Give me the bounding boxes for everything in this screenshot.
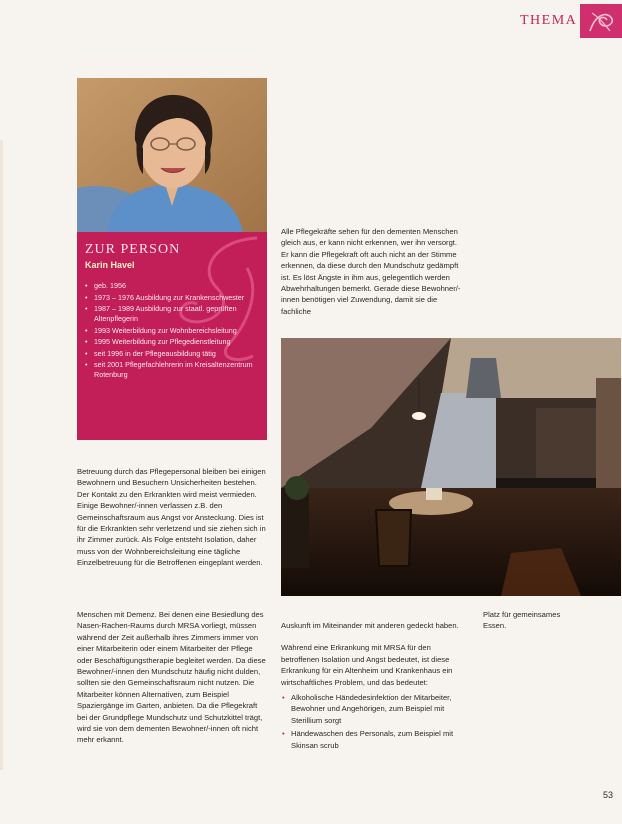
body-paragraph: Auskunft im Miteinander mit anderen gedeckt haben.	[281, 621, 459, 630]
body-paragraph: Menschen mit Demenz. Bei denen eine Besiedlung des Nasen-Rachen-Raums durch MRSA vorliegt, müssen während der Zeit außerhalb ihres Zimmers immer von einer Mitarbeiterin oder einem Mitarbeiter der Pflege oder Beschäftigungstherapie begleitet werden. Da diese Bewohner/-innen den Mundschutz häufig nicht dulden, sollten sie den Gemeinschaftsraum nicht nutzen. Die Mitarbeiter können Alternativen, zum Beispiel Spaziergänge im Garten, anbieten. Da die Pflegekraft bei der Grundpflege Mundschutz und Schutzkittel trägt, wird sie von dem dementen Bewohner/-innen oft nicht mehr erkannt.	[77, 610, 266, 745]
profile-item: • 1987 – 1989 Ausbildung zur staatl. geprüften Altenpflegerin	[85, 304, 263, 324]
text-column-left-bottom	[77, 609, 267, 746]
text-column-left-middle	[77, 466, 267, 569]
profile-box	[77, 78, 267, 440]
body-paragraph: Während eine Erkrankung mit MRSA für den betroffenen Isolation und Angst bedeutet, ist diese Erkrankung für ein Altenheim und Krankenhaus ein wirtschaftliches Problem, und das bedeutet:	[281, 643, 453, 687]
text-column-middle-bottom	[281, 620, 463, 753]
page-edge-marker	[0, 140, 3, 770]
profile-item: • seit 1996 in der Pflegeausbildung tätig	[85, 349, 263, 359]
portrait-photo	[77, 78, 267, 232]
profile-list	[85, 281, 263, 382]
profile-item: • 1993 Weiterbildung zur Wohnbereichsleitung	[85, 326, 263, 336]
bullet-item: • Alkoholische Händedesinfektion der Mitarbeiter, Bewohner und Angehörigen, zum Beispiel mit Sterillium sorgt	[281, 692, 463, 726]
body-paragraph: Betreuung durch das Pflegepersonal bleiben bei einigen Bewohnern und Besuchern Unsicherheiten bestehen. Der Kontakt zu den Erkrankten wird meist vermieden. Einige Bewohner/-innen verlassen z.B. den Gemeinschaftsraum aus Angst vor Ansteckung. Dies ist für die Erkrankten sehr verletzend und sie ziehen sich in ihr Zimmer zurück. Als Folge entsteht Isolation, daher muss von der Wohnbereichsleitung eine tägliche Einzelbetreuung für die Betroffenen eingeplant werden.	[77, 467, 266, 568]
bullet-item: • Händewaschen des Personals, zum Beispiel mit Skinsan scrub	[281, 728, 463, 751]
section-ornament	[580, 4, 622, 38]
profile-name: Karin Havel	[85, 260, 135, 270]
profile-item: • seit 2001 Pflegefachlehrerin im Kreisaltenzentrum Rotenburg	[85, 360, 263, 380]
section-tab	[512, 4, 622, 38]
page-number: 53	[603, 790, 614, 800]
profile-heading: ZUR PERSON	[85, 242, 181, 257]
bullet-list	[281, 692, 463, 751]
profile-item: • 1973 – 1976 Ausbildung zur Krankenschwester	[85, 293, 263, 303]
flourish-icon	[586, 7, 616, 35]
profile-item: • 1995 Weiterbildung zur Pflegedienstleitung	[85, 337, 263, 347]
body-paragraph: Alle Pflegekräfte sehen für den dementen Menschen gleich aus, er kann nicht erkennen, wer ihn versorgt. Er kann die Pflegekraft oft auch nicht an der Stimme erkennen, da diese durch den Mundschutz gedämpft ist. Es löst Ängste in ihm aus, gelegentlich werden Abwehrhaltungen bemerkt. Gerade diese Bewohner/-innen benötigen viel Zuwendung, damit sie die fachliche	[281, 227, 461, 316]
photo-caption: Platz für gemeinsames Essen.	[483, 610, 561, 631]
section-label: THEMA	[520, 13, 578, 28]
text-column-right-top	[281, 226, 461, 317]
kitchen-photo	[281, 338, 621, 596]
profile-item: • geb. 1956	[85, 281, 263, 291]
